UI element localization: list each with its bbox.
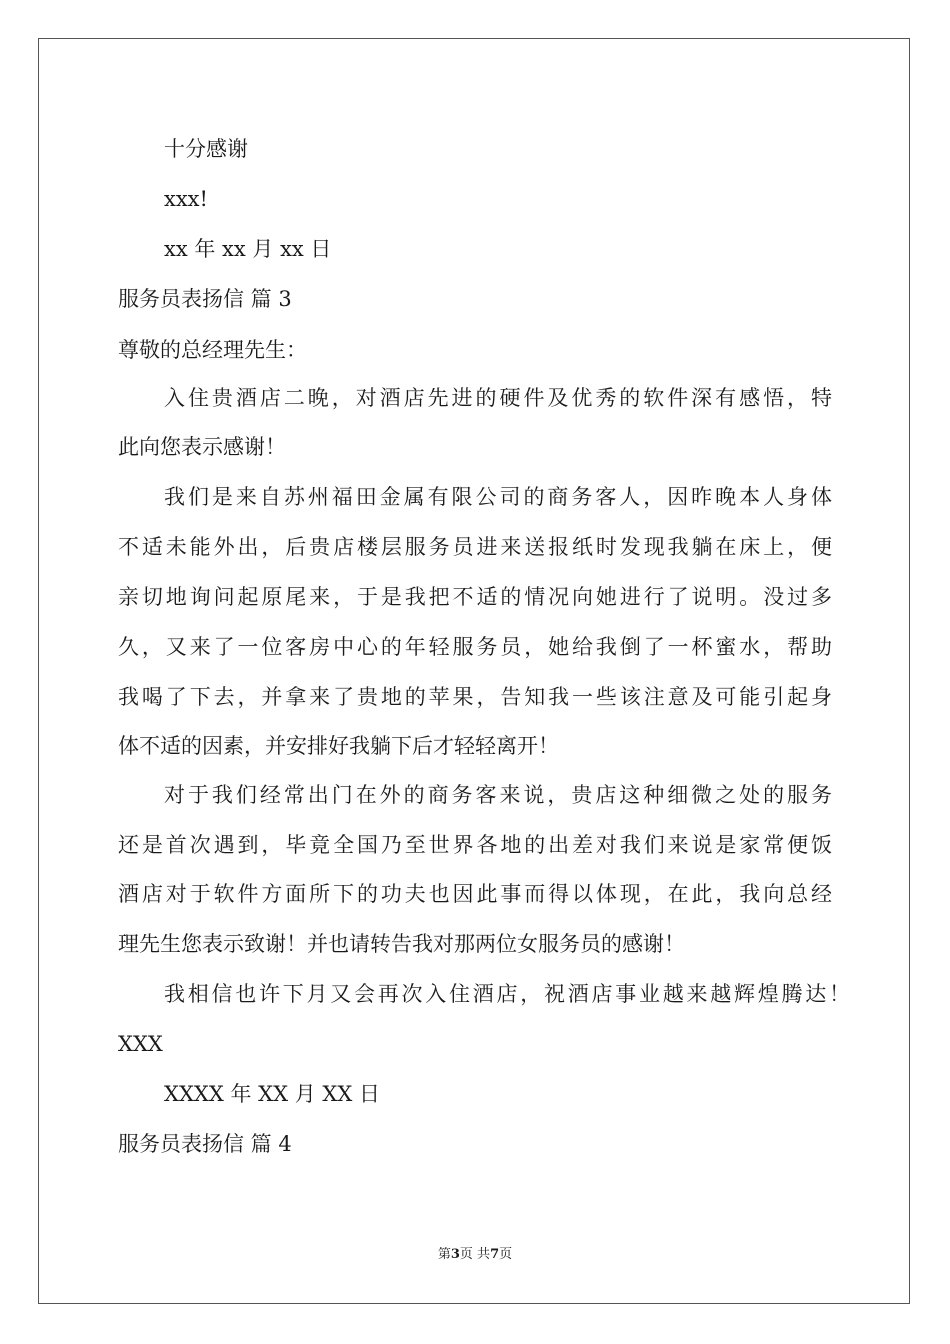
signature: XXX	[118, 1032, 163, 1056]
paragraph-line: 还是首次遇到，毕竟全国乃至世界各地的出差对我们来说是家常便饭	[118, 833, 832, 857]
section-title-4: 服务员表扬信 篇 4	[118, 1132, 292, 1156]
paragraph-line: 体不适的因素，并安排好我躺下后才轻轻离开！	[118, 734, 559, 758]
signature-placeholder: xxx!	[164, 187, 208, 211]
footer-suffix: 页	[499, 1247, 513, 1262]
page-border	[38, 38, 910, 1304]
paragraph-line: 酒店对于软件方面所下的功夫也因此事而得以体现，在此，我向总经	[118, 882, 832, 906]
section-title-3: 服务员表扬信 篇 3	[118, 287, 292, 311]
closing-thanks: 十分感谢	[164, 137, 248, 161]
footer-mid: 页 共	[459, 1247, 491, 1262]
paragraph-line: 久，又来了一位客房中心的年轻服务员，她给我倒了一杯蜜水，帮助	[118, 635, 832, 659]
current-page-number: 3	[450, 1247, 460, 1262]
paragraph-line: 不适未能外出，后贵店楼层服务员进来送报纸时发现我躺在床上，便	[118, 535, 832, 559]
paragraph-line: 对于我们经常出门在外的商务客来说，贵店这种细微之处的服务	[164, 783, 832, 807]
salutation: 尊敬的总经理先生：	[118, 338, 307, 362]
footer-prefix: 第	[437, 1247, 451, 1262]
page-footer	[0, 1246, 950, 1264]
paragraph-line: 我们是来自苏州福田金属有限公司的商务客人，因昨晚本人身体	[164, 485, 832, 509]
date-placeholder: xx 年 xx 月 xx 日	[164, 237, 332, 261]
paragraph-line: 亲切地询问起原尾来，于是我把不适的情况向她进行了说明。没过多	[118, 585, 832, 609]
paragraph-line: 我相信也许下月又会再次入住酒店，祝酒店事业越来越辉煌腾达！	[164, 982, 850, 1006]
paragraph-line: 入住贵酒店二晚，对酒店先进的硬件及优秀的软件深有感悟，特	[164, 386, 832, 410]
paragraph-line: 我喝了下去，并拿来了贵地的苹果，告知我一些该注意及可能引起身	[118, 685, 832, 709]
total-pages-number: 7	[490, 1247, 500, 1262]
date: XXXX 年 XX 月 XX 日	[164, 1082, 380, 1106]
paragraph-line: 此向您表示感谢！	[118, 435, 286, 459]
paragraph-line: 理先生您表示致谢！并也请转告我对那两位女服务员的感谢！	[118, 932, 685, 956]
